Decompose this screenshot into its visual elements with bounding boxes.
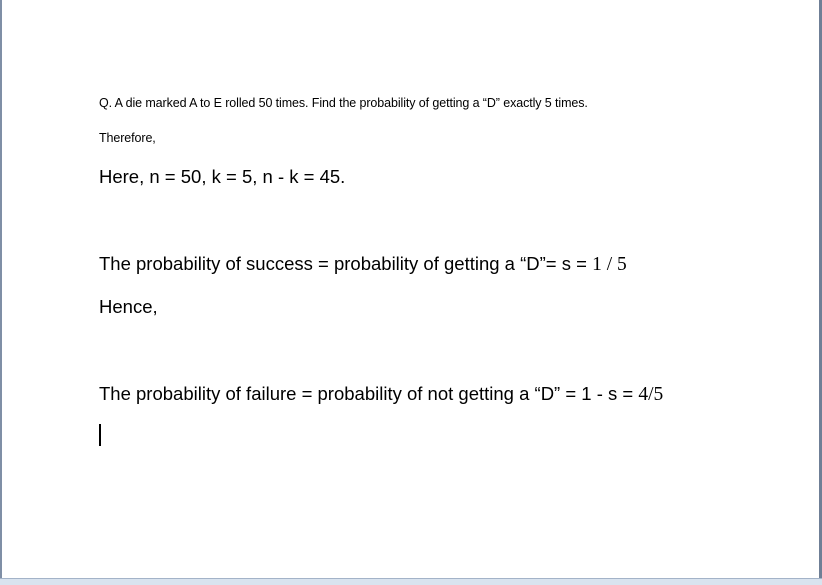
document-page[interactable] [2,0,819,578]
window-bottom-border [0,578,822,585]
hence-text: Hence, [99,296,158,317]
failure-probability-text: The probability of failure = probability of not getting a “D” = 1 - s = [99,383,639,404]
failure-probability-line [99,383,663,406]
question-text: Q. A die marked A to E rolled 50 times. Find the probability of getting a “D” exactly 5 times. [99,96,588,110]
success-probability-text: The probability of success = probability of getting a “D”= s = [99,253,593,274]
success-probability-line [99,253,627,276]
failure-probability-fraction: 4/5 [638,384,664,405]
therefore-text: Therefore, [99,131,156,145]
success-probability-fraction: 1 / 5 [592,254,627,275]
text-cursor [99,424,101,446]
given-values-text: Here, n = 50, k = 5, n - k = 45. [99,166,346,187]
